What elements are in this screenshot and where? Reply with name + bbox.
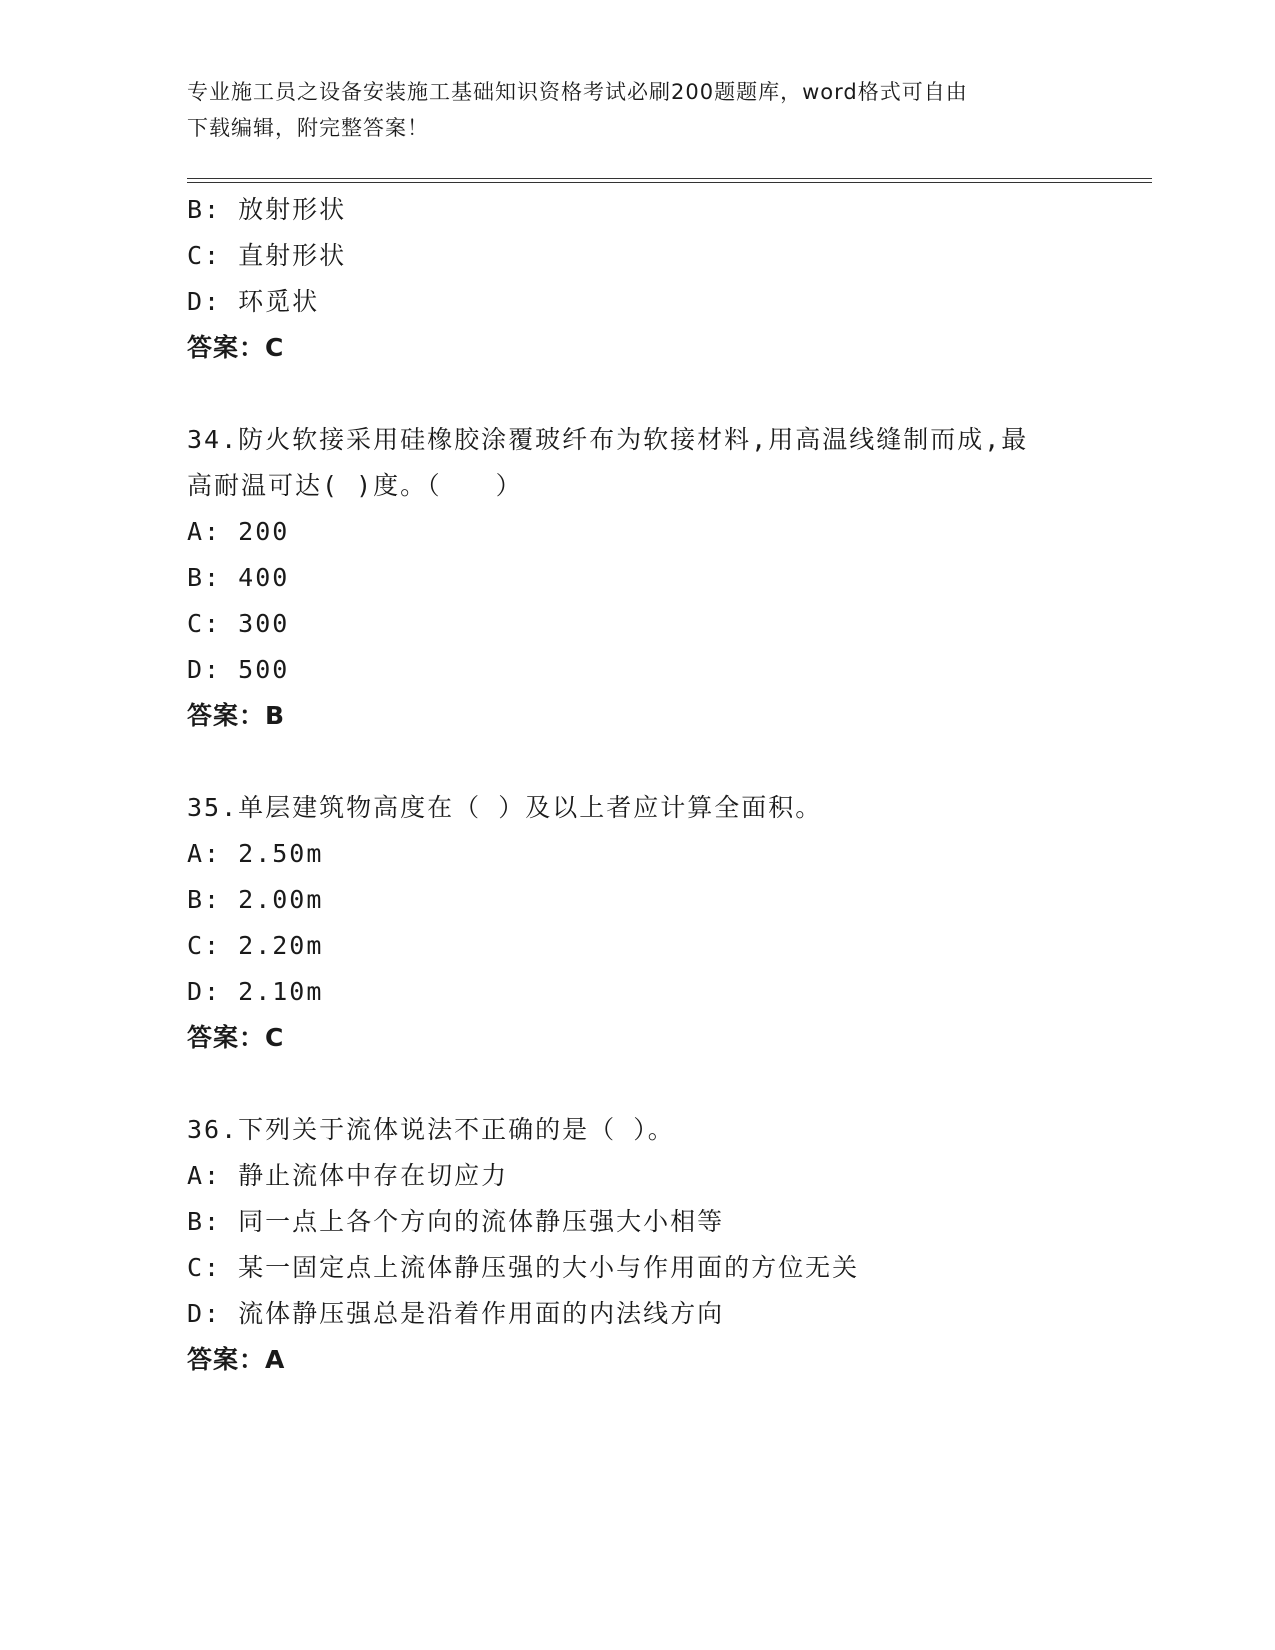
question-stem: 34.防火软接采用硅橡胶涂覆玻纤布为软接材料,用高温线缝制而成,最 bbox=[187, 425, 1029, 454]
spacer bbox=[187, 1061, 1087, 1107]
option-b: B: 2.00m bbox=[187, 885, 324, 914]
option-b: B: 放射形状 bbox=[187, 195, 347, 224]
header-line-2: 下载编辑，附完整答案！ bbox=[187, 116, 429, 140]
header-rule-bottom bbox=[187, 182, 1152, 183]
option-d: D: 流体静压强总是沿着作用面的内法线方向 bbox=[187, 1299, 725, 1328]
answer-line: 答案：C bbox=[187, 333, 285, 362]
option-c: C: 直射形状 bbox=[187, 241, 347, 270]
question-content bbox=[187, 187, 1087, 1383]
option-a: A: 200 bbox=[187, 517, 290, 546]
question-stem-cont: 高耐温可达( )度。（ ） bbox=[187, 471, 523, 500]
option-c: C: 某一固定点上流体静压强的大小与作用面的方位无关 bbox=[187, 1253, 860, 1282]
question-stem: 35.单层建筑物高度在（ ）及以上者应计算全面积。 bbox=[187, 793, 823, 822]
option-d: D: 环觅状 bbox=[187, 287, 320, 316]
document-header bbox=[187, 74, 1067, 146]
spacer bbox=[187, 739, 1087, 785]
option-d: D: 500 bbox=[187, 655, 290, 684]
question-stem: 36.下列关于流体说法不正确的是（ ）。 bbox=[187, 1115, 675, 1144]
answer-line: 答案：C bbox=[187, 1023, 285, 1052]
option-c: C: 2.20m bbox=[187, 931, 324, 960]
option-c: C: 300 bbox=[187, 609, 290, 638]
option-b: B: 400 bbox=[187, 563, 290, 592]
header-rule-top bbox=[187, 178, 1152, 179]
option-d: D: 2.10m bbox=[187, 977, 324, 1006]
answer-line: 答案：A bbox=[187, 1345, 286, 1374]
option-b: B: 同一点上各个方向的流体静压强大小相等 bbox=[187, 1207, 725, 1236]
option-a: A: 静止流体中存在切应力 bbox=[187, 1161, 509, 1190]
header-line-1: 专业施工员之设备安装施工基础知识资格考试必刷200题题库，word格式可自由 bbox=[187, 80, 968, 104]
answer-line: 答案：B bbox=[187, 701, 286, 730]
option-a: A: 2.50m bbox=[187, 839, 324, 868]
spacer bbox=[187, 371, 1087, 417]
